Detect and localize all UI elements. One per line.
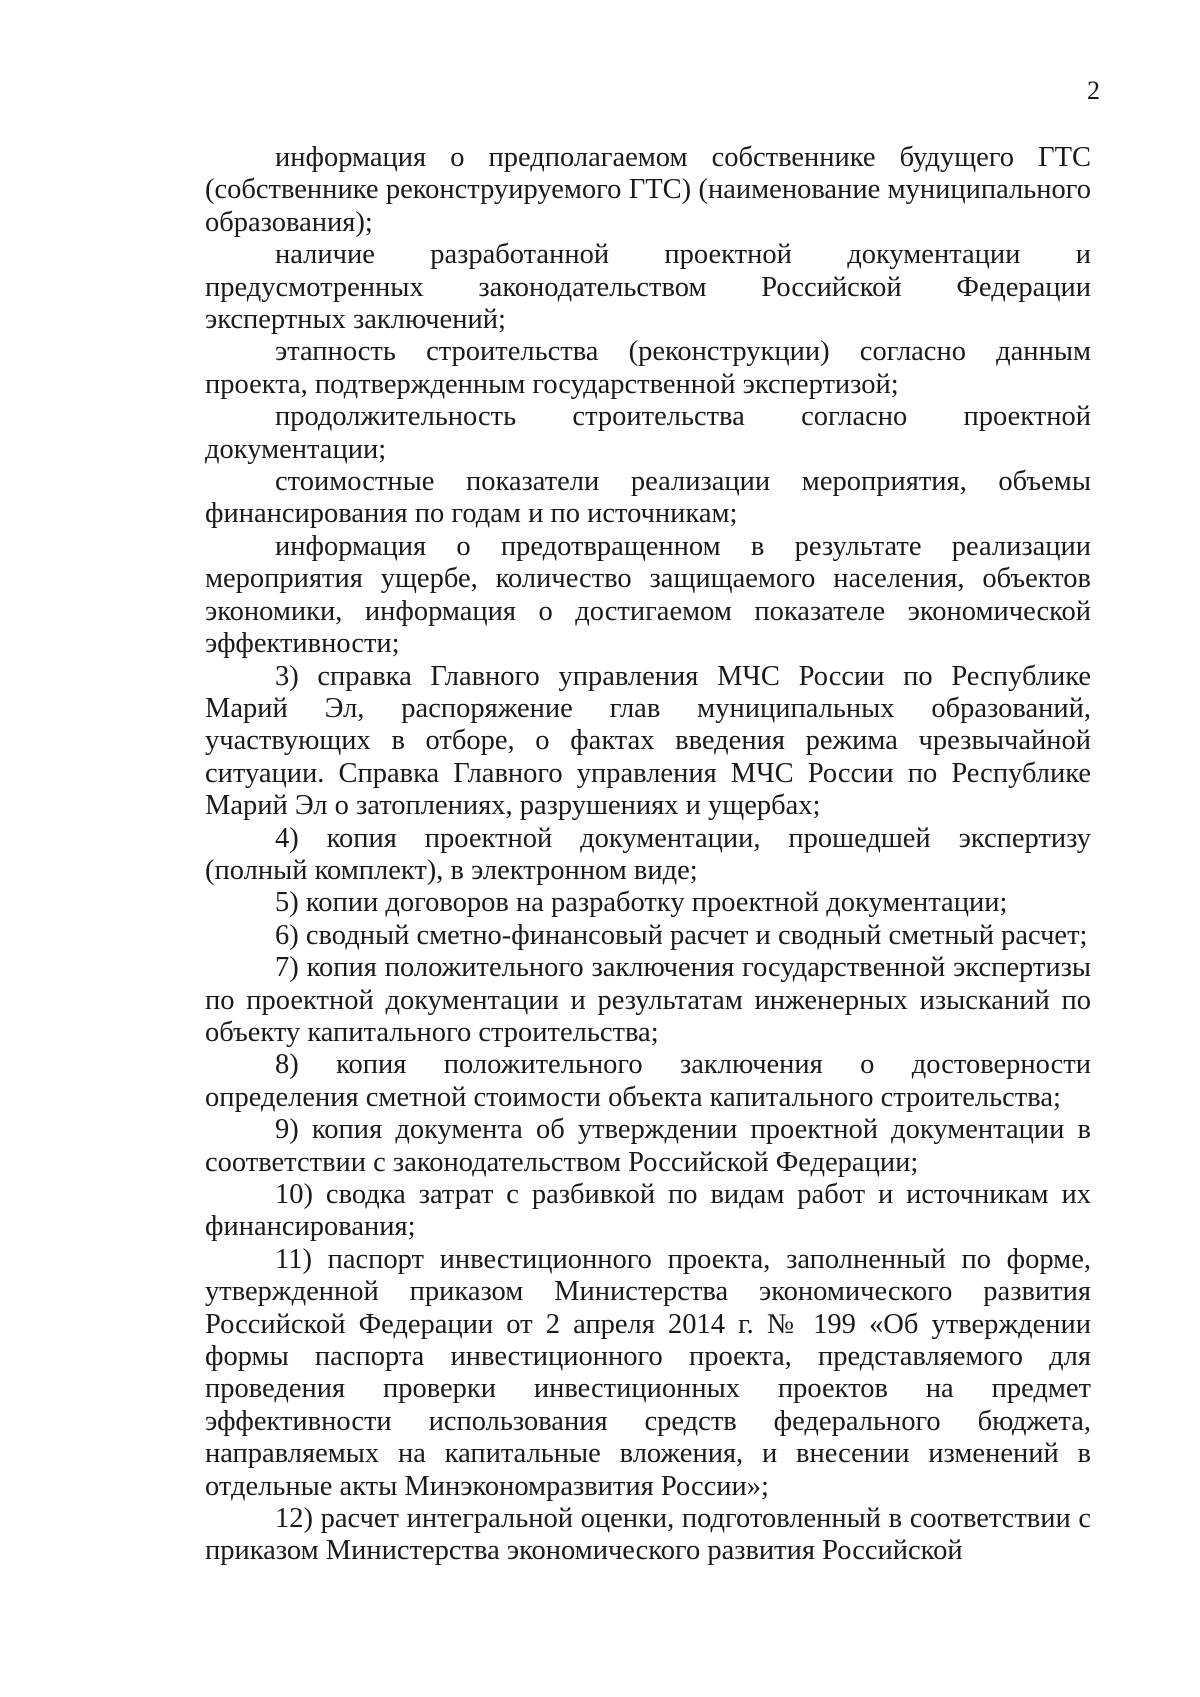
paragraph-item-12: 12) расчет интегральной оценки, подготовленный в соответствии с приказом Министерства экономического развития Российской — [205, 1503, 1091, 1567]
paragraph-item-8: 8) копия положительного заключения о достоверности определения сметной стоимости объекта капитального строительства; — [205, 1049, 1091, 1113]
paragraph-item-9: 9) копия документа об утверждении проектной документации в соответствии с законодательством Российской Федерации; — [205, 1114, 1091, 1178]
paragraph-item-5: 5) копии договоров на разработку проектной документации; — [275, 887, 1008, 919]
paragraph-construction-duration: продолжительность строительства согласно проектной документации; — [205, 401, 1091, 465]
document-body — [205, 142, 1091, 1568]
paragraph-cost-indicators: стоимостные показатели реализации мероприятия, объемы финансирования по годам и по источникам; — [205, 466, 1091, 530]
paragraph-item-11: 11) паспорт инвестиционного проекта, заполненный по форме, утвержденной приказом Министерства экономического развития Российской Федерации от 2 апреля 2014 г. № 199 «Об утверждении формы паспорта инвестиционного проекта, представляемого для проведения проверки инвестиционных проектов на предмет эффективности использования средств федерального бюджета, направляемых на капитальные вложения, и внесении изменений в отдельные акты Минэкономразвития России»; — [205, 1243, 1091, 1502]
paragraph-owner-info: информация о предполагаемом собственнике будущего ГТС (собственнике реконструируемого ГТС) (наименование муниципального образования); — [205, 142, 1091, 238]
paragraph-design-docs: наличие разработанной проектной документации и предусмотренных законодательством Российской Федерации экспертных заключений; — [205, 239, 1091, 336]
paragraph-item-10: 10) сводка затрат с разбивкой по видам работ и источникам их финансирования; — [205, 1179, 1091, 1243]
page-number: 2 — [1087, 76, 1100, 105]
paragraph-item-6: 6) сводный сметно-финансовый расчет и сводный сметный расчет; — [275, 919, 1088, 951]
paragraph-item-3: 3) справка Главного управления МЧС России по Республике Марий Эл, распоряжение глав муниципальных образований, участвующих в отборе, о фактах введения режима чрезвычайной ситуации. Справка Главного управления МЧС России по Республике Марий Эл о затоплениях, разрушениях и ущербах; — [205, 660, 1091, 822]
paragraph-construction-stages: этапность строительства (реконструкции) согласно данным проекта, подтвержденным государственной экспертизой; — [205, 336, 1091, 400]
paragraph-prevented-damage: информация о предотвращенном в результате реализации мероприятия ущербе, количество защищаемого населения, объектов экономики, информация о достигаемом показателе экономической эффективности; — [205, 530, 1091, 660]
paragraph-item-7: 7) копия положительного заключения государственной экспертизы по проектной документации и результатам инженерных изысканий по объекту капитального строительства; — [205, 952, 1091, 1048]
paragraph-item-4: 4) копия проектной документации, прошедшей экспертизу (полный комплект), в электронном виде; — [205, 822, 1091, 886]
